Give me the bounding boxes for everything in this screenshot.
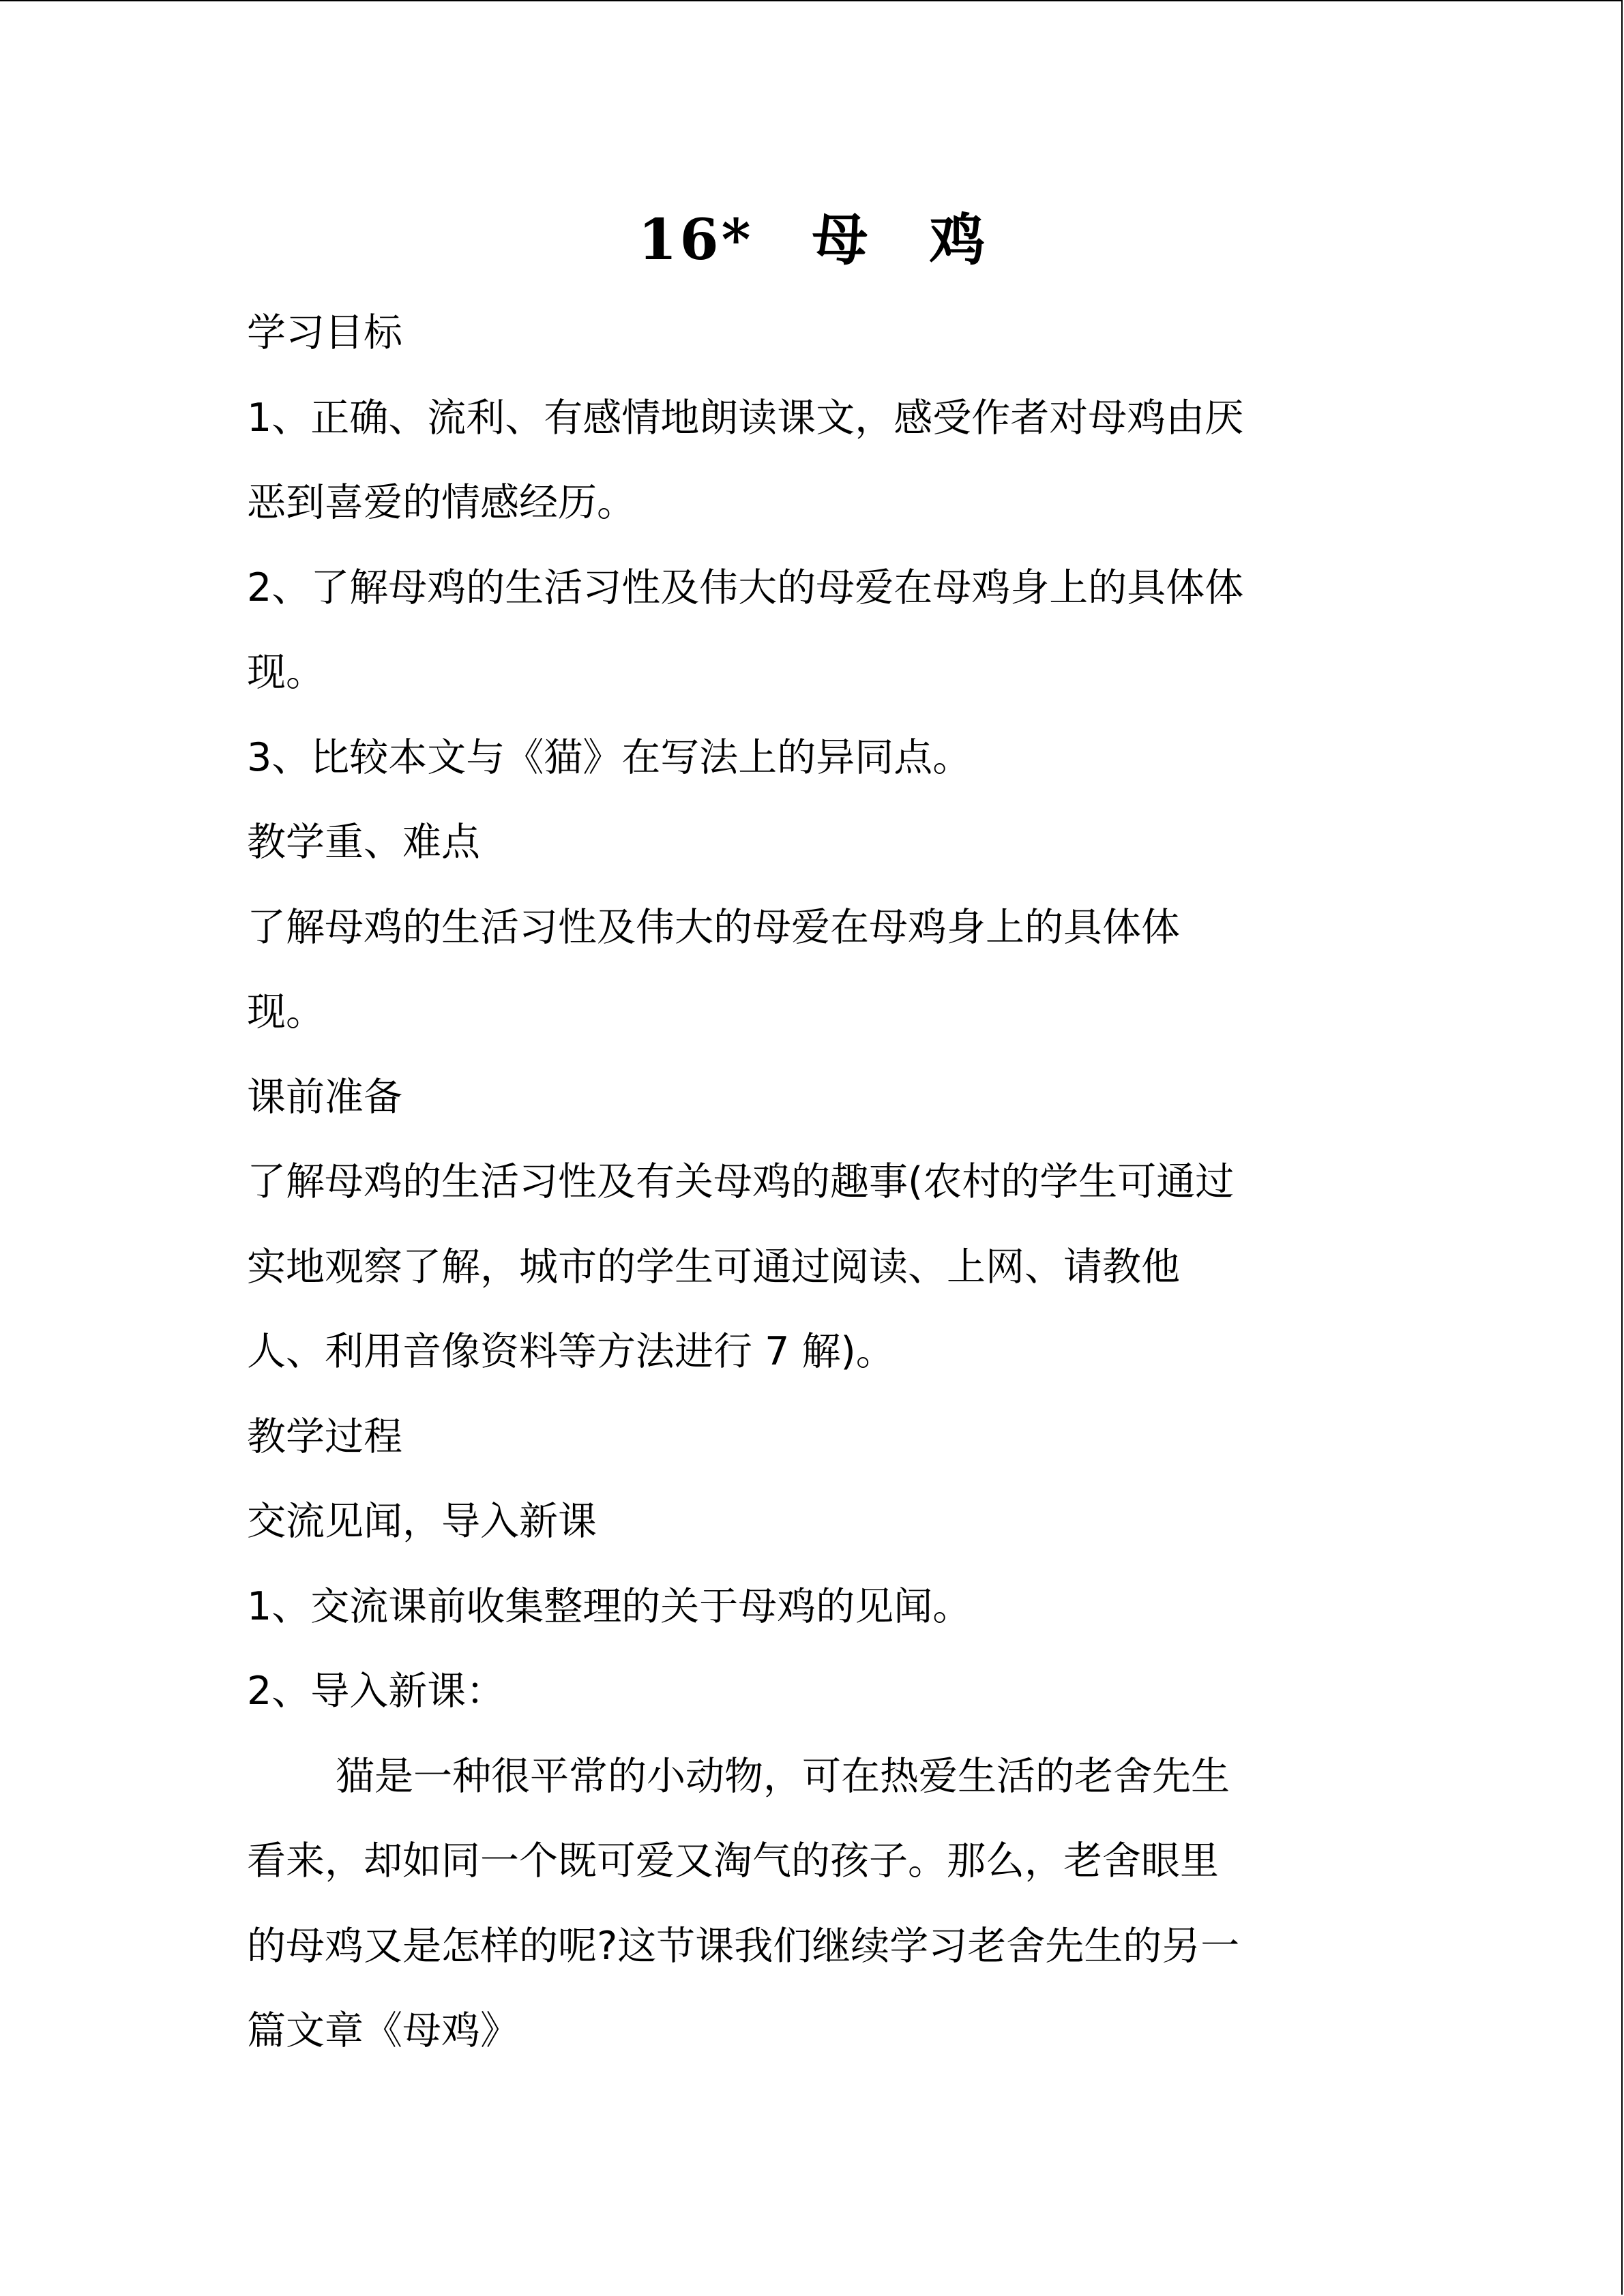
goal-1-line-1: 1、正确、流利、有感情地朗读课文，感受作者对母鸡由厌 [247,395,1244,441]
intro-paragraph-line-1: 猫是一种很平常的小动物，可在热爱生活的老舍先生 [336,1753,1230,1799]
heading-key-points: 教学重、难点 [247,820,480,865]
goal-2-line-2: 现。 [247,650,325,695]
preparation-line-2: 实地观察了解，城市的学生可通过阅读、上网、请教他 [247,1244,1180,1289]
preparation-line-3: 人、利用音像资料等方法进行 7 解)。 [247,1329,895,1374]
goal-1-line-2: 恶到喜爱的情感经历。 [247,480,636,525]
intro-paragraph-line-2: 看来，却如同一个既可爱又淘气的孩子。那么，老舍眼里 [247,1838,1219,1883]
intro-paragraph-line-4: 篇文章《母鸡》 [247,2008,519,2053]
heading-learning-goals: 学习目标 [247,310,402,355]
key-points-line-1: 了解母鸡的生活习性及伟大的母爱在母鸡身上的具体体 [247,904,1180,950]
subheading-introduction: 交流见闻，导入新课 [247,1499,597,1544]
heading-preparation: 课前准备 [247,1074,402,1120]
key-points-line-2: 现。 [247,989,325,1034]
step-1: 1、交流课前收集整理的关于母鸡的见闻。 [247,1583,972,1629]
document-body [247,199,1379,2074]
preparation-line-1: 了解母鸡的生活习性及有关母鸡的趣事(农村的学生可通过 [247,1159,1235,1204]
heading-teaching-process: 教学过程 [247,1414,402,1459]
goal-2-line-1: 2、了解母鸡的生活习性及伟大的母爱在母鸡身上的具体体 [247,565,1244,610]
intro-paragraph-line-3: 的母鸡又是怎样的呢?这节课我们继续学习老舍先生的另一 [247,1923,1240,1969]
step-2: 2、导入新课： [247,1669,505,1714]
document-title: 16* 母 鸡 [638,207,988,273]
goal-3: 3、比较本文与《猫》在写法上的异同点。 [247,734,972,780]
